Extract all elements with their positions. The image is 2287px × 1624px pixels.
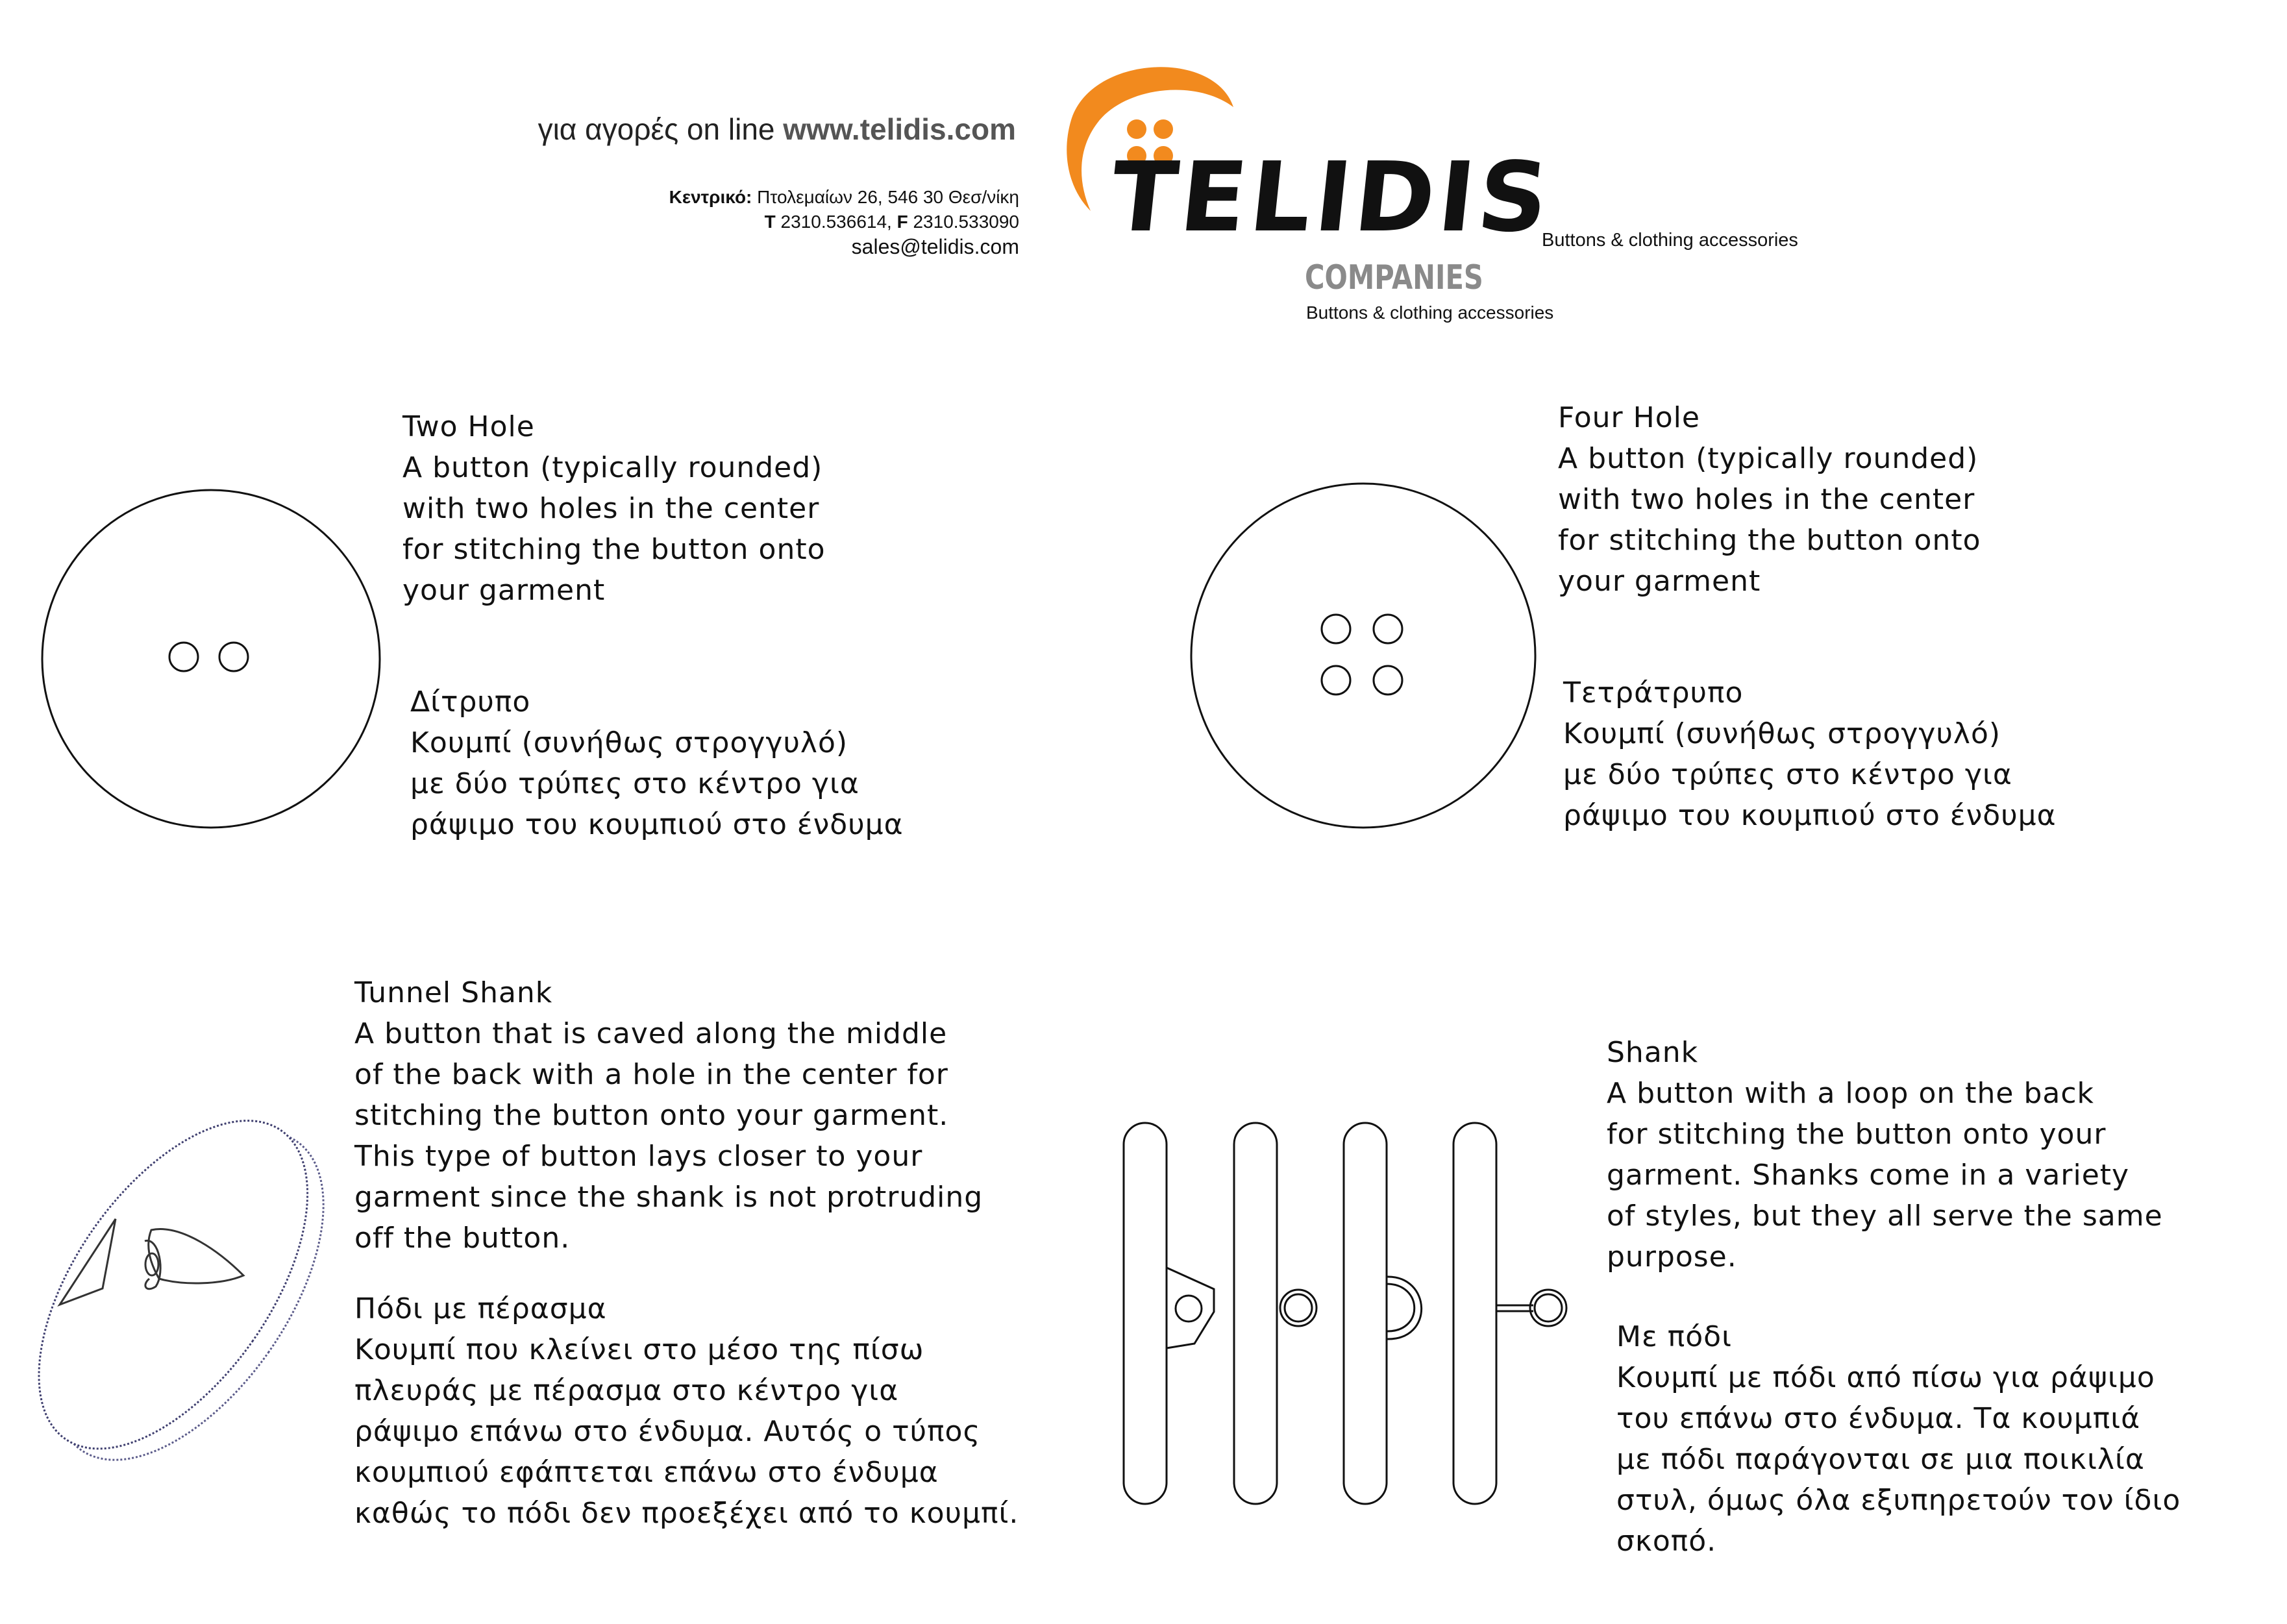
text-line: your garment [1558, 565, 1761, 598]
text-line: garment. Shanks come in a variety [1607, 1159, 2130, 1192]
text-line: with two holes in the center [402, 492, 820, 525]
text-line: of the back with a hole in the center for [354, 1058, 948, 1091]
text-line: your garment [402, 574, 606, 607]
email-link[interactable]: sales@telidis.com [851, 235, 1019, 258]
four-hole-description-gr [1563, 672, 2057, 836]
two-hole-description-en [402, 406, 826, 611]
text-line: Κουμπί (συνήθως στρογγυλό) [410, 726, 848, 759]
text-line: με δύο τρύπες στο κέντρο για [410, 767, 859, 800]
text-line: ράψιμο του κουμπιού στο ένδυμα [1563, 799, 2057, 832]
text-line: with two holes in the center [1558, 483, 1975, 516]
text-line: σκοπό. [1616, 1525, 1717, 1558]
four-hole-description-en [1558, 397, 1981, 602]
text-line: stitching the button onto your garment. [354, 1099, 949, 1132]
two-hole-title-gr: Δίτρυπο [410, 685, 531, 719]
text-line: A button with a loop on the back [1607, 1077, 2095, 1110]
text-line: for stitching the button onto your [1607, 1118, 2107, 1151]
text-line: Κουμπί που κλείνει στο μέσο της πίσω [354, 1333, 924, 1366]
text-line: for stitching the button onto [1558, 524, 1981, 557]
tunnel-shank-description-en [354, 972, 983, 1259]
text-line: A button (typically rounded) [1558, 442, 1979, 475]
text-line: garment since the shank is not protruding [354, 1181, 983, 1214]
shank-buttons-side-icon [1104, 1113, 1577, 1516]
text-line: στυλ, όμως όλα εξυπηρετούν τον ίδιο [1616, 1484, 2181, 1517]
four-hole-title: Four Hole [1558, 401, 1700, 434]
address-value: Πτολεμαίων 26, 546 30 Θεσ/νίκη [757, 187, 1019, 207]
address-label: Κεντρικό: [669, 187, 752, 207]
text-line: purpose. [1607, 1240, 1737, 1273]
four-hole-title-gr: Τετράτρυπο [1563, 676, 1744, 709]
text-line: του επάνω στο ένδυμα. Τα κουμπιά [1616, 1402, 2141, 1435]
shank-title: Shank [1607, 1036, 1699, 1069]
phone-value: 2310.536614, [780, 212, 892, 232]
text-line: for stitching the button onto [402, 533, 826, 566]
shank-description-gr [1616, 1316, 2181, 1562]
header-tagline [516, 112, 1016, 147]
two-hole-title: Two Hole [402, 410, 535, 443]
text-line: of styles, but they all serve the same [1607, 1200, 2163, 1233]
four-hole-button-icon [1185, 477, 1542, 834]
text-line: πλευράς με πέρασμα στο κέντρο για [354, 1374, 899, 1407]
text-line: A button (typically rounded) [402, 451, 823, 484]
text-line: Κουμπί (συνήθως στρογγυλό) [1563, 717, 2001, 750]
text-line: κουμπιού εφάπτεται επάνω στο ένδυμα [354, 1456, 939, 1489]
text-line: ράψιμο του κουμπιού στο ένδυμα [410, 808, 904, 841]
logo-companies: COMPANIES [1305, 258, 1483, 297]
text-line: This type of button lays closer to your [354, 1140, 923, 1173]
phone-label: T [764, 212, 776, 232]
text-line: καθώς το πόδι δεν προεξέχει από το κουμπί. [354, 1497, 1019, 1530]
tunnel-shank-description-gr [354, 1288, 1019, 1534]
two-hole-button-icon [36, 484, 386, 834]
contact-address [584, 185, 1019, 259]
logo-subtitle: Buttons & clothing accessories [1306, 302, 1554, 323]
shank-title-gr: Με πόδι [1616, 1320, 1732, 1353]
tunnel-shank-title: Tunnel Shank [354, 976, 553, 1009]
text-line: με δύο τρύπες στο κέντρο για [1563, 758, 2012, 791]
shank-description-en [1607, 1032, 2163, 1277]
tunnel-shank-button-icon [26, 1090, 331, 1486]
tagline-prefix: για αγορές on line [538, 112, 775, 146]
text-line: A button that is caved along the middle [354, 1017, 948, 1050]
text-line: Κουμπί με πόδι από πίσω για ράψιμο [1616, 1361, 2155, 1394]
logo-wordmark: TELIDIS [1105, 141, 1557, 253]
two-hole-description-gr [410, 682, 904, 845]
website-link[interactable]: www.telidis.com [783, 112, 1016, 146]
text-line: ράψιμο επάνω στο ένδυμα. Αυτός ο τύπος [354, 1415, 981, 1448]
text-line: με πόδι παράγονται σε μια ποικιλία [1616, 1443, 2145, 1476]
text-line: off the button. [354, 1222, 571, 1255]
fax-label: F [896, 212, 908, 232]
tunnel-shank-title-gr: Πόδι με πέρασμα [354, 1292, 607, 1325]
fax-value: 2310.533090 [913, 212, 1019, 232]
header-right-tagline: Buttons & clothing accessories [1542, 230, 1798, 251]
